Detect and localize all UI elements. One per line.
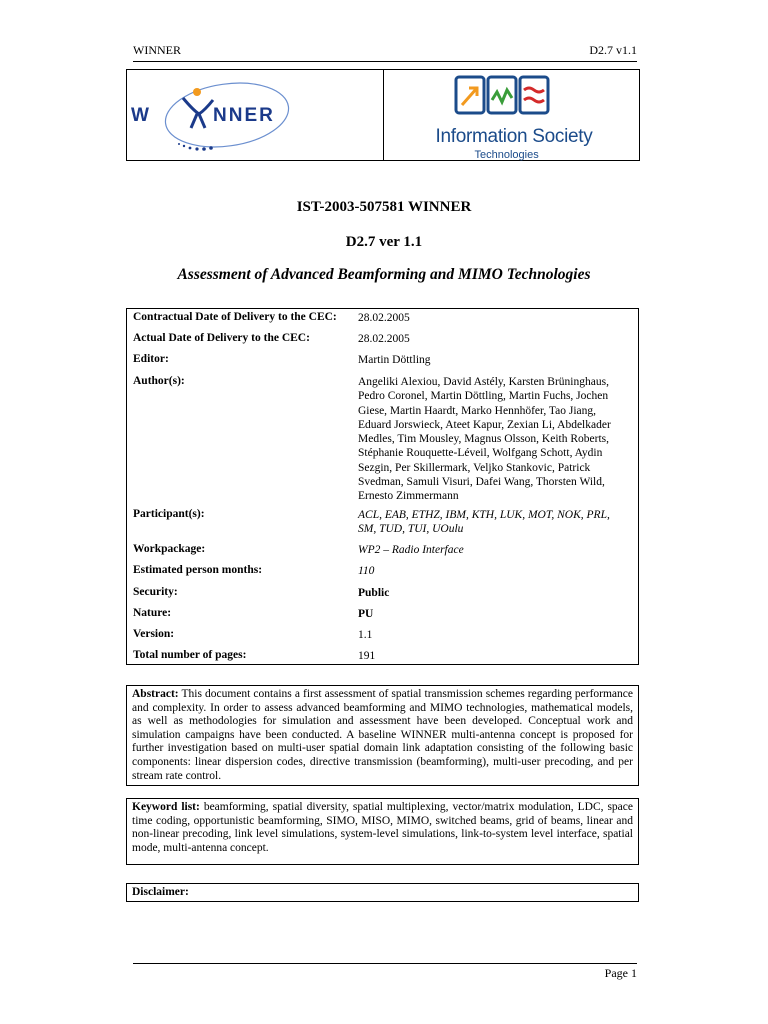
author-line: Pedro Coronel, Martin Döttling, Martin Fuchs, Jochen <box>358 390 609 403</box>
keyword-box <box>126 798 639 865</box>
authors-list <box>358 375 628 504</box>
security-value: Public <box>358 587 390 599</box>
authors-label: Author(s): <box>133 375 185 387</box>
abstract-label: Abstract: <box>132 688 179 700</box>
actual-date-value: 28.02.2005 <box>358 333 410 345</box>
keyword-label: Keyword list: <box>132 801 200 813</box>
page-number: Page 1 <box>604 966 637 980</box>
svg-text:NNER: NNER <box>213 105 275 126</box>
security-label: Security: <box>133 586 178 598</box>
ist-name-line2: Technologies <box>474 149 539 161</box>
abstract-text: This document contains a first assessment of spatial transmission schemes regarding performance and complexity. In order to assess advanced beamforming and MIMO technologies, mathematical models, as well as methodologies for simulation and assessment have been developed. Conceptual work and simulation campaigns have been conducted. A baseline WINNER multi-antenna concept is proposed for further investigation based on multi-user spatial domain link adaptation consisting of the following basic components: linear dispersion codes, directive transmission (beamforming), multi-user precoding, and per stream rate control. <box>132 688 633 782</box>
header-project-name: WINNER <box>133 43 181 57</box>
metadata-table <box>126 308 639 665</box>
person-months-label: Estimated person months: <box>133 564 263 576</box>
project-title: IST-2003-507581 WINNER <box>296 199 472 215</box>
version-value: 1.1 <box>358 629 373 641</box>
author-line: Stéphanie Rouquette-Léveil, Wolfgang Schott, Aydin <box>358 447 603 460</box>
disclaimer-label: Disclaimer: <box>132 886 189 898</box>
person-months-value: 110 <box>358 565 375 577</box>
editor-label: Editor: <box>133 353 169 365</box>
author-line: Angeliki Alexiou, David Astély, Karsten Brüninghaus, <box>358 376 609 388</box>
svg-text:W: W <box>131 105 150 126</box>
version-label: Version: <box>133 628 175 640</box>
abstract-box <box>126 685 639 786</box>
participants-line: ACL, EAB, ETHZ, IBM, KTH, LUK, MOT, NOK, PRL, <box>358 509 610 521</box>
participants-list <box>358 508 628 537</box>
author-line: Medles, Tim Mousley, Magnus Olsson, Keith Roberts, <box>358 433 609 446</box>
total-pages-label: Total number of pages: <box>133 649 247 661</box>
keyword-text: beamforming, spatial diversity, spatial multiplexing, vector/matrix modulation, LDC, space time coding, opportunistic beamforming, SIMO, MISO, MIMO, switched beams, grid of beams, linear and non-linear precoding, link level simulations, system-level simulations, link-to-system level interface, spatial mode, multi-antenna concept. <box>132 801 633 854</box>
document-title: Assessment of Advanced Beamforming and MIMO Technologies <box>177 266 591 283</box>
disclaimer-box <box>126 883 639 902</box>
running-header <box>133 43 637 62</box>
total-pages-value: 191 <box>358 650 376 662</box>
contractual-date-value: 28.02.2005 <box>358 312 410 324</box>
author-line: Eduard Jorswieck, Ateet Kapur, Zexian Li, Abdelkader <box>358 418 611 431</box>
participants-line: SM, TUD, TUI, UOulu <box>358 523 464 536</box>
author-line: Svedman, Samuli Visuri, Dafei Wang, Thorsten Wild, <box>358 476 605 489</box>
actual-date-label: Actual Date of Delivery to the CEC: <box>133 332 310 344</box>
contractual-date-label: Contractual Date of Delivery to the CEC: <box>133 311 337 323</box>
nature-value: PU <box>358 608 374 620</box>
author-line: Ernesto Zimmermann <box>358 490 459 503</box>
workpackage-value: WP2 – Radio Interface <box>358 544 464 556</box>
participants-label: Participant(s): <box>133 508 205 520</box>
nature-label: Nature: <box>133 607 172 619</box>
editor-value: Martin Döttling <box>358 354 431 366</box>
winner-logo <box>127 70 383 160</box>
workpackage-label: Workpackage: <box>133 543 206 555</box>
header-document-version: D2.7 v1.1 <box>589 43 637 57</box>
footer-rule <box>133 963 637 964</box>
ist-name-line1: Information Society <box>435 126 593 147</box>
deliverable-title: D2.7 ver 1.1 <box>345 234 423 250</box>
winner-logo-cell <box>127 70 383 160</box>
author-line: Sezgin, Per Skillermark, Veljko Stankovic, Patrick <box>358 461 591 474</box>
ist-logo-cell <box>383 70 640 160</box>
logo-box <box>126 69 640 161</box>
author-line: Giese, Martin Haardt, Marko Hennhöfer, Tao Jiang, <box>358 404 597 417</box>
